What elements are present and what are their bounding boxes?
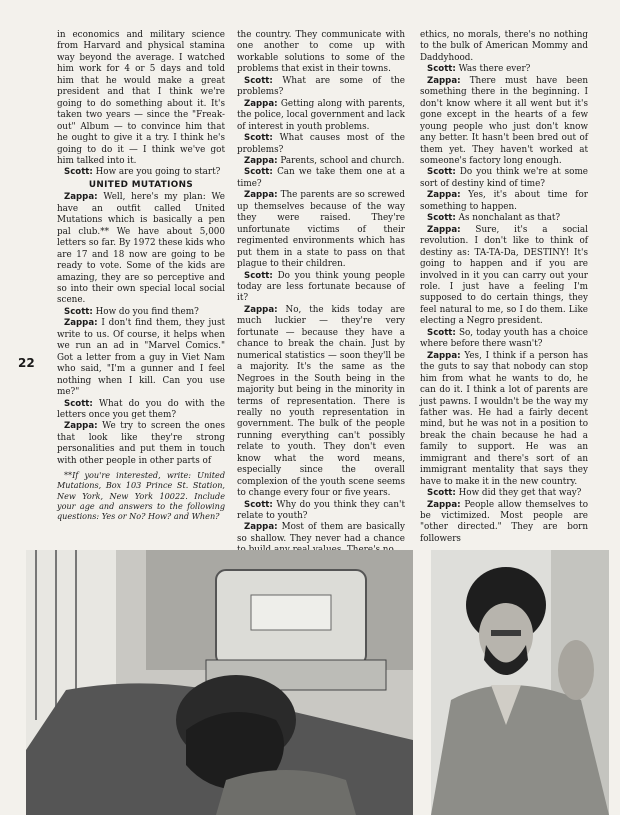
text-column-1 [57,30,225,521]
paragraph: Zappa: Yes, I think if a person has the guts to say that nobody can stop him from what he wants to do, he can do it. I think a lot of parents are just pawns. I wouldn't be the way my father was. He had a fairly decent mind, but he was not in a position to break the chain because he had a family to support. He was an immigrant and there's sort of an immigrant mentality that says they have to make it in the new country. [420,350,588,487]
paragraph: Scott: How did they get that way? [427,488,582,499]
paragraph: Scott: What are some of the problems? [237,75,405,98]
paragraph: Scott: How are you going to start? [64,167,221,178]
paragraph: Scott: What causes most of the problems? [237,133,406,155]
photo-man-with-sewing-machine [26,550,413,815]
speaker-label: Scott: [427,167,456,178]
speaker-label: Zappa: [427,190,461,201]
paragraph: Zappa: Sure, it's a social revolution. I don't like to think of destiny as: TA-TA-Da, DESTINY! It's going to happen and if you are involved in it you can carry out your role. I just have a feeling I'm supposed to do certain things, they feel natural to me, so I do them. Like electing a Negro president. [420,224,588,327]
speaker-label: Zappa: [64,192,98,203]
text-column-3 [420,30,588,545]
speaker-label: Scott: [244,75,273,86]
speaker-label: Scott: [427,64,456,75]
speaker-label: Zappa: [64,318,98,329]
speaker-label: Zappa: [244,190,278,201]
portrait-illustration [431,550,609,815]
section-heading: UNITED MUTATIONS [88,179,194,190]
speaker-label: Scott: [64,306,93,317]
paragraph: Zappa: Well, here's my plan: We have an outfit called United Mutations which is basically a pen pal club.** We have about 5,000 letters so far. By 1972 these kids who are 17 and 18 now are going to be ready to vote. Some of the kids are amazing, they are so perceptive and so into their own special local social scene. [57,192,226,306]
paragraph: Scott: Was there ever? [427,64,531,75]
paragraph: Scott: Do you think we're at some sort of destiny kind of time? [420,167,588,189]
paragraph: Scott: What do you do with the letters once you get them? [57,398,225,420]
speaker-label: Zappa: [64,421,98,432]
paragraph: Zappa: No, the kids today are much luckier — they're very fortunate — because they have a chance to break the chain. Just by numerical statistics — soon they'll be a majority. It's the same as the Negroes in the South being in the majority but being in the minority in terms of representation. There is really no youth representation in government. The bulk of the people running everything can't possibly relate to youth. They don't even know what the word means, especially since the overall complexion of the youth scene seems to change every four or five years. [237,304,405,499]
paragraph: Zappa: Parents, school and church. [244,155,405,166]
paragraph: Zappa: Yes, it's about time for something to happen. [420,190,588,212]
speaker-label: Zappa: [244,155,278,166]
speaker-label: Scott: [244,133,273,144]
paragraph: Zappa: People allow themselves to be victimized. Most people are "other directed." They are born followers [420,499,588,544]
page-number: 22 [18,356,35,370]
paragraph: Zappa: The parents are so screwed up themselves because of the way they were raised. They're unfortunate victims of their regimented environments which has put them in a state to pass on that plague to their children. [237,190,405,270]
speaker-label: Zappa: [427,499,461,510]
speaker-label: Scott: [427,488,456,499]
speaker-label: Scott: [64,398,93,409]
paragraph: Scott: As nonchalant as that? [427,213,561,224]
photo-illustration [26,550,413,815]
photo-portrait-bearded-man [431,550,609,815]
speaker-label: Scott: [244,167,273,178]
speaker-label: Scott: [427,213,456,224]
speaker-label: Scott: [64,167,93,178]
paragraph: Scott: How do you find them? [64,306,199,317]
paragraph: Zappa: I don't find them, they just write to us. Of course, it helps when we run an ad in "Marvel Comics." Got a letter from a guy in Viet Nam who said, "I'm a gunner and I feel nothing when I kill. Can you use me?" [57,318,225,398]
paragraph: the country. They communicate with one another to come up with workable solutions to some of the problems that exist in their towns. [237,30,405,75]
paragraph: Zappa: Most of them are basically so shallow. They never had a chance [237,522,406,544]
paragraph: Scott: Do you think young people today are less fortunate because of it? [237,270,406,304]
paragraph: in economics and military science from Harvard and physical stamina way beyond the average. I watched him work for 4 or 5 days and told him that he would make a great president and that I think we're going to do something about it. It's taken two years — since the "Freak-out" Album — to convince him that he ought to give it a try. I think he's going to do it — I think we've got him talked into it. [57,30,225,166]
speaker-label: Zappa: [427,350,461,361]
paragraph: Scott: Why do you think they can't relate to youth? [237,499,405,522]
paragraph: ethics, no morals, there's no nothing to the bulk of American Mommy and Daddyhood. [420,30,588,63]
paragraph: Zappa: Getting along with parents, the police, local government and lack of interest in youth problems. [237,98,406,132]
paragraph: Scott: So, today youth has a choice where before there wasn't? [420,327,588,350]
speaker-label: Scott: [244,499,273,510]
speaker-label: Zappa: [427,75,461,86]
footnote: **If you're interested, write: United Mutations, Box 103 Prince St. Station, New York, New York 10022. Include your age and answers to the following questions: Yes or No? How? and When? [57,470,225,522]
speaker-label: Zappa: [427,224,461,235]
speaker-label: Scott: [244,270,273,281]
speaker-label: Zappa: [244,304,278,315]
speaker-label: Zappa: [244,522,278,533]
paragraph: Zappa: We try to screen the ones that look like they're strong personalities and put them in touch with other people in other parts of [57,421,225,466]
paragraph: Zappa: There must have been something there in the beginning. I don't know where it all went but it's gone except in the hearts of a few young people who just don't know any better. It hasn't been bred out of them yet. They haven't worked at someone's factory long enough. [420,75,589,166]
speaker-label: Zappa: [244,98,278,109]
speaker-label: Scott: [427,327,456,338]
text-column-2 [237,30,405,557]
paragraph: Scott: Can we take them one at a time? [237,167,405,189]
